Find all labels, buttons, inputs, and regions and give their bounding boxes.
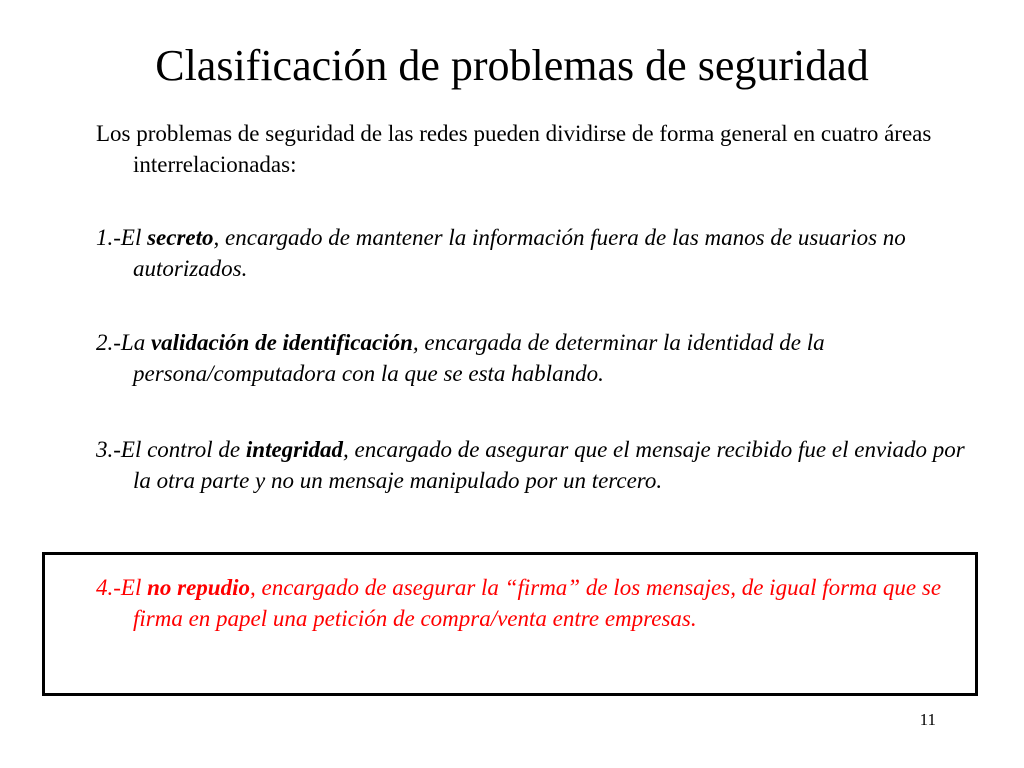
- item-term: no repudio: [147, 575, 250, 600]
- item-prefix: 2.-La: [96, 330, 151, 355]
- item-term: integridad: [245, 437, 344, 462]
- list-item-integridad: [96, 434, 983, 496]
- list-item-secreto: [96, 222, 983, 284]
- list-item-no-repudio: [96, 572, 983, 634]
- item-description: , encargado de asegurar que el mensaje recibido fue el enviado por la otra parte y no un mensaje manipulado por un tercero.: [133, 437, 965, 493]
- item-prefix: 3.-El control de: [96, 437, 246, 462]
- list-item-validacion: [96, 327, 983, 389]
- item-prefix: 1.-El: [96, 225, 148, 250]
- item-term: secreto: [147, 225, 214, 250]
- item-description: , encargada de determinar la identidad de la persona/computadora con la que se esta hablando.: [133, 330, 825, 386]
- slide-title: Clasificación de problemas de seguridad: [155, 41, 869, 90]
- item-description: , encargado de asegurar la “firma” de los mensajes, de igual forma que se firma en papel una petición de compra/venta entre empresas.: [133, 575, 942, 631]
- intro-paragraph: Los problemas de seguridad de las redes pueden dividirse de forma general en cuatro áreas interrelacionadas:: [96, 121, 932, 177]
- item-prefix: 4.-El: [96, 575, 148, 600]
- page-number: 11: [919, 710, 936, 729]
- item-term: validación de identificación: [150, 330, 413, 355]
- item-description: , encargado de mantener la información fuera de las manos de usuarios no autorizados.: [133, 225, 906, 281]
